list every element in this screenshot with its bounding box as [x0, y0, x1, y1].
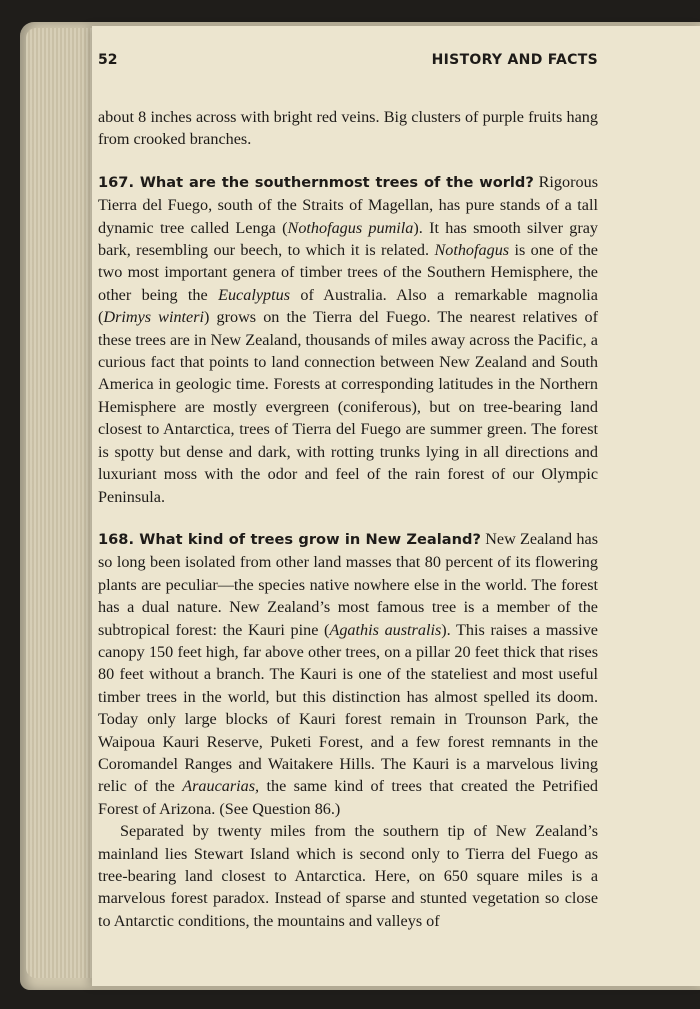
- page-body: [98, 106, 598, 932]
- question-168: 168. What kind of trees grow in New Zealand? New Zealand has so long been isolated from other land masses that 80 percent of its flowering plants are peculiar—the species native nowhere else in the world. The forest has a dual nature. New Zealand’s most famous tree is a member of the subtropical forest: the Kauri pine (Agathis australis). This raises a massive canopy 150 feet high, far above other trees, on a pillar 20 feet thick that rises 80 feet without a branch. The Kauri is one of the stateliest and most useful timber trees in the world, but this distinction has almost spelled its doom. Today only large blocks of Kauri forest remain in Trounson Park, the Waipoua Kauri Reserve, Puketi Forest, and a few forest remnants in the Coromandel Ranges and Waitakere Hills. The Kauri is a marvelous living relic of the Araucarias, the same kind of trees that created the Petrified Forest of Arizona. (See Question 86.): [98, 529, 598, 818]
- question-167: 167. What are the southernmost trees of the world? Rigorous Tierra del Fuego, south of the Straits of Magellan, has pure stands of a tall dynamic tree called Lenga (Nothofagus pumila). It has smooth silver gray bark, resembling our beech, to which it is related. Nothofagus is one of the two most important genera of timber trees of the Southern Hemisphere, the other being the Eucalyptus of Australia. Also a remarkable magnolia (Drimys winteri) grows on the Tierra del Fuego. The nearest relatives of these trees are in New Zealand, thousands of miles away across the Pacific, a curious fact that points to land connection between New Zealand and South America in geologic time. Forests at corresponding latitudes in the Northern Hemisphere are mostly evergreen (coniferous), but on tree-bearing land closest to Antarctica, trees of Tierra del Fuego are summer green. The forest is spotty but dense and dark, with rotting trunks lying in all directions and luxuriant moss with the odor and feel of the rain forest of our Olympic Peninsula.: [98, 172, 598, 506]
- question-167-heading: 167. What are the southernmost trees of the world?: [98, 173, 534, 191]
- continued-paragraph: about 8 inches across with bright red veins. Big clusters of purple fruits hang from crooked branches.: [98, 108, 598, 149]
- running-header: [98, 52, 598, 76]
- question-168-heading: 168. What kind of trees grow in New Zealand?: [98, 530, 481, 548]
- stewart-island-paragraph: Separated by twenty miles from the southern tip of New Zealand’s mainland lies Stewart Island which is second only to Tierra del Fuego as tree-bearing land closest to Antarctica. Here, on 650 square miles is a marvelous forest paradox. Instead of sparse and stunted vegetation so close to Antarctic conditions, the mountains and valleys of: [98, 822, 598, 930]
- page-edges-texture: [26, 28, 96, 978]
- page-number: 52: [98, 52, 118, 68]
- running-head-title: HISTORY AND FACTS: [431, 52, 598, 68]
